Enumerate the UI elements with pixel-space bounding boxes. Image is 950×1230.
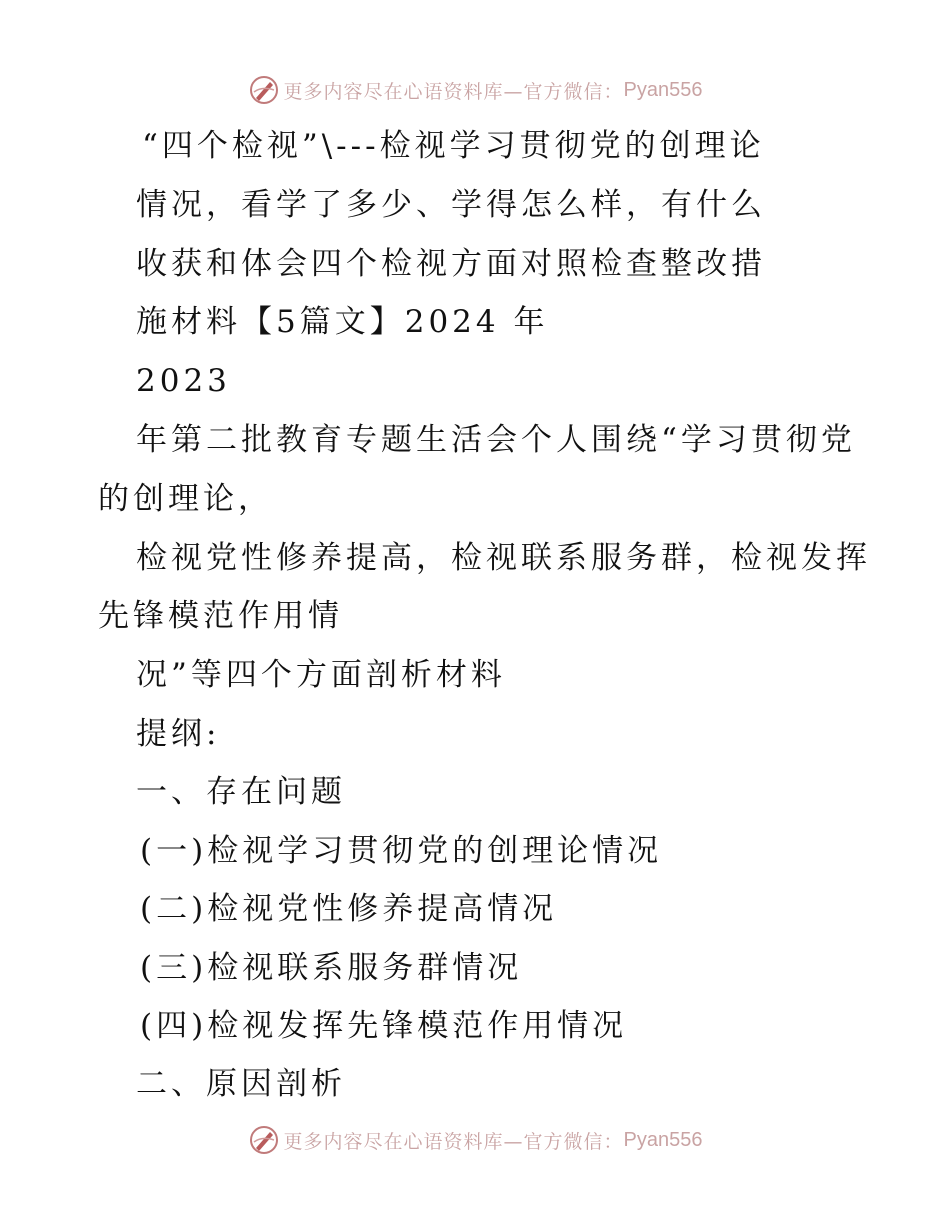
section-heading-2: 二、原因剖析 (136, 1066, 346, 1102)
paragraph-line-4: 先锋模范作用情 (98, 598, 343, 634)
paragraph-line-3: 检视党性修养提高，检视联系服务群，检视发挥 (136, 540, 871, 576)
title-line-3: 收获和体会四个检视方面对照检查整改措 (136, 246, 766, 282)
paragraph-line-1: 年第二批教育专题生活会个人围绕“学习贯彻党 (136, 422, 856, 458)
paragraph-line-2: 的创理论， (98, 481, 273, 517)
banner-text: 更多内容尽在心语资料库—官方微信： (283, 80, 624, 103)
title-line-2: 情况，看学了多少、学得怎么样，有什么 (136, 187, 766, 223)
footer-watermark-banner (0, 1120, 950, 1160)
subsection-4: (四)检视发挥先锋模范作用情况 (140, 1008, 628, 1044)
banner-wechat-id: Pyan556 (623, 1128, 703, 1151)
paragraph-line-5: 况”等四个方面剖析材料 (136, 657, 506, 693)
title-line-1: “四个检视”\---检视学习贯彻党的创理论 (142, 128, 765, 164)
subsection-2: (二)检视党性修养提高情况 (140, 891, 558, 927)
header-watermark-banner (0, 70, 950, 110)
subsection-1: (一)检视学习贯彻党的创理论情况 (140, 833, 663, 869)
banner-text: 更多内容尽在心语资料库—官方微信： (283, 1130, 624, 1153)
year-line: 2023 (136, 363, 231, 399)
section-heading-1: 一、存在问题 (136, 774, 346, 810)
pen-logo-icon (248, 1124, 280, 1156)
pen-logo-icon (248, 74, 280, 106)
title-line-4: 施材料【5篇文】2024 年 (136, 304, 549, 340)
outline-heading: 提纲: (136, 716, 221, 752)
subsection-3: (三)检视联系服务群情况 (140, 950, 523, 986)
banner-wechat-id: Pyan556 (623, 78, 703, 101)
